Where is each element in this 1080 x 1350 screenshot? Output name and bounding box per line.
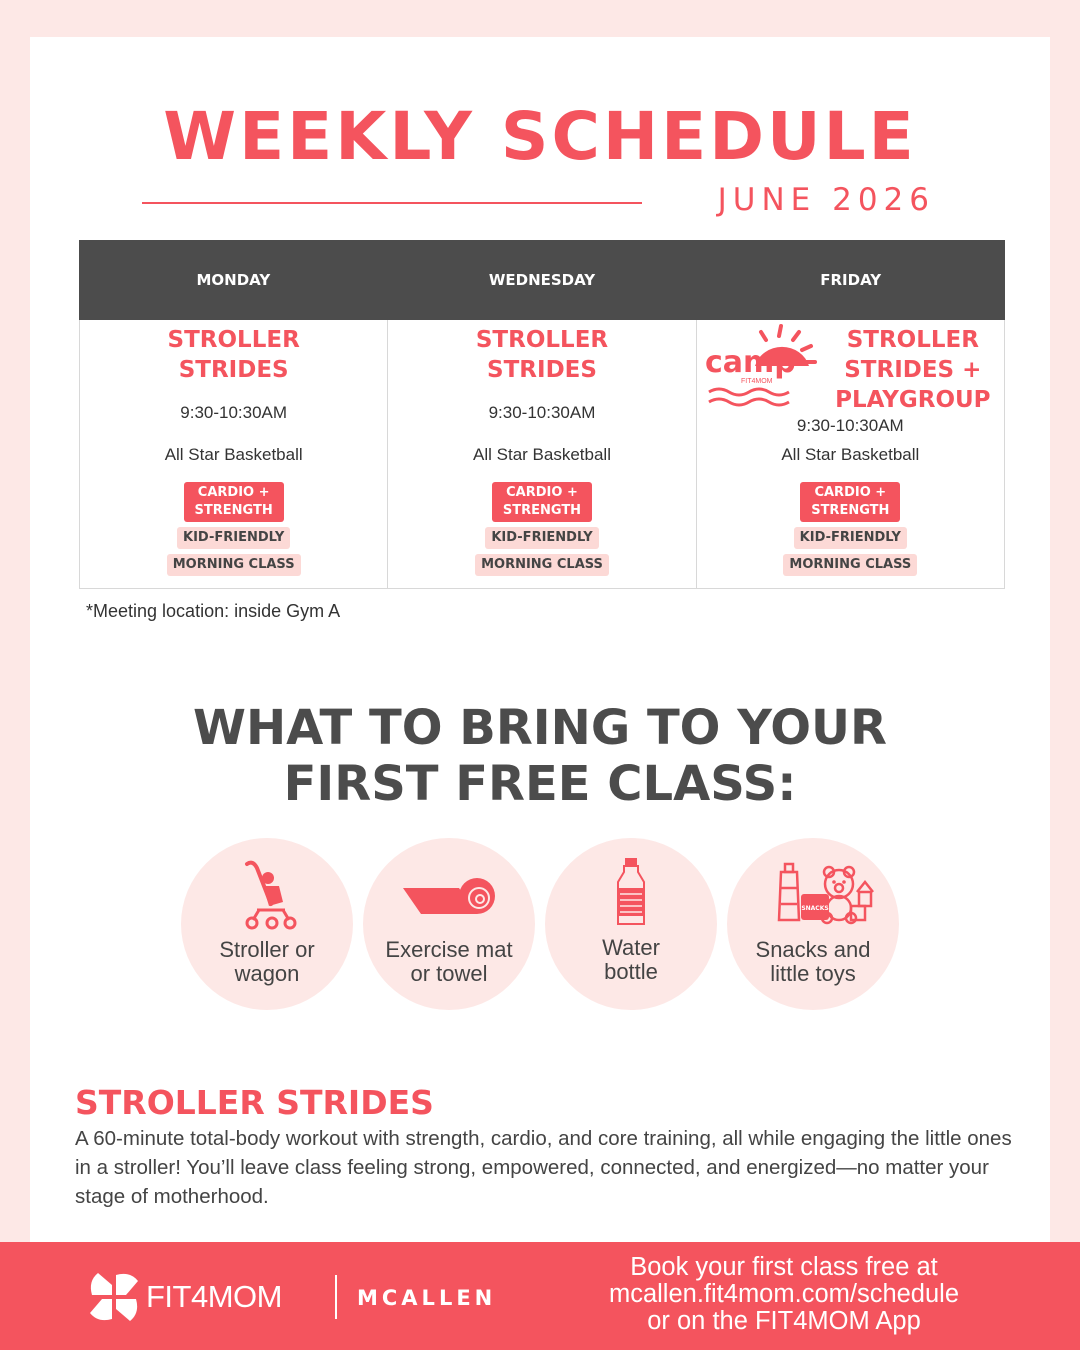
booking-cta: Book your first class free at mcallen.fit4mom.com/schedule or on the FIT4MOM App — [555, 1254, 1013, 1335]
brand-name: FIT4MOM — [146, 1279, 282, 1314]
page-title: WEEKLY SCHEDULE — [163, 98, 917, 175]
class-time: 9:30-10:30AM — [796, 416, 904, 435]
bring-item-label: Snacks and little toys — [755, 937, 871, 986]
tag-kid-friendly: KID-FRIENDLY — [177, 527, 290, 549]
location-name: MCALLEN — [357, 1286, 497, 1310]
program-description: A 60-minute total-body workout with strength, cardio, and core training, all while engaging the little ones in a stroller! You’ll leave class feeling strong, empowered, connected, and energized—no matter your stage of motherhood. — [75, 1127, 1012, 1208]
schedule-table — [79, 240, 1005, 589]
water-bottle-icon — [614, 856, 648, 928]
schedule-header-row — [79, 240, 1005, 320]
svg-text:camp: camp — [704, 345, 796, 380]
class-location: All Star Basketball — [473, 445, 611, 464]
bring-item-label: Stroller or wagon — [219, 937, 315, 986]
bring-item-label: Water bottle — [602, 935, 660, 984]
day-header-wednesday: WEDNESDAY — [488, 271, 596, 289]
bring-item-label: Exercise mat or towel — [385, 937, 513, 986]
class-name: STROLLER STRIDES + PLAYGROUP — [835, 327, 991, 413]
day-header-monday: MONDAY — [196, 271, 271, 289]
bring-item-water-bottle — [545, 838, 717, 1010]
schedule-body-row — [79, 320, 1005, 589]
schedule-cell-friday — [696, 320, 1004, 588]
class-name: STROLLER STRIDES — [475, 327, 609, 383]
class-location: All Star Basketball — [781, 445, 920, 464]
meeting-location-note: *Meeting location: inside Gym A — [86, 601, 341, 621]
tag-morning-class: MORNING CLASS — [167, 554, 301, 576]
fit4mom-logo-icon — [88, 1271, 140, 1323]
class-tags — [80, 482, 387, 576]
bring-item-stroller — [181, 838, 353, 1010]
class-location: All Star Basketball — [164, 445, 303, 464]
camp-logo — [703, 322, 821, 412]
toys-icon — [751, 858, 875, 926]
class-tags — [697, 482, 1004, 576]
schedule-month: JUNE 2026 — [717, 182, 935, 218]
tag-cardio-strength: CARDIO + STRENGTH — [184, 482, 284, 522]
class-tags — [388, 482, 695, 576]
stroller-icon — [227, 858, 307, 930]
footer-banner — [0, 1242, 1080, 1350]
what-to-bring-heading: WHAT TO BRING TO YOUR FIRST FREE CLASS: — [193, 700, 887, 812]
mat-icon — [399, 866, 499, 922]
schedule-link[interactable]: mcallen.fit4mom.com/schedule — [608, 1280, 960, 1308]
class-name: STROLLER STRIDES — [167, 327, 300, 383]
tag-cardio-strength: CARDIO + STRENGTH — [492, 482, 592, 522]
svg-text:SNACKS: SNACKS — [801, 905, 829, 912]
tag-kid-friendly: KID-FRIENDLY — [485, 527, 598, 549]
bring-item-mat — [363, 838, 535, 1010]
svg-text:FIT4MOM: FIT4MOM — [740, 378, 773, 385]
schedule-cell-wednesday — [387, 320, 695, 588]
title-divider — [142, 202, 642, 204]
tag-morning-class: MORNING CLASS — [783, 554, 917, 576]
tag-cardio-strength: CARDIO + STRENGTH — [800, 482, 900, 522]
class-time: 9:30-10:30AM — [488, 403, 596, 422]
program-title: STROLLER STRIDES — [75, 1083, 434, 1122]
bring-item-snacks-toys — [727, 838, 899, 1010]
day-header-friday: FRIDAY — [820, 271, 882, 289]
class-time: 9:30-10:30AM — [180, 403, 288, 422]
tag-kid-friendly: KID-FRIENDLY — [794, 527, 907, 549]
footer-divider — [335, 1275, 337, 1319]
schedule-cell-monday — [80, 320, 387, 588]
tag-morning-class: MORNING CLASS — [475, 554, 609, 576]
